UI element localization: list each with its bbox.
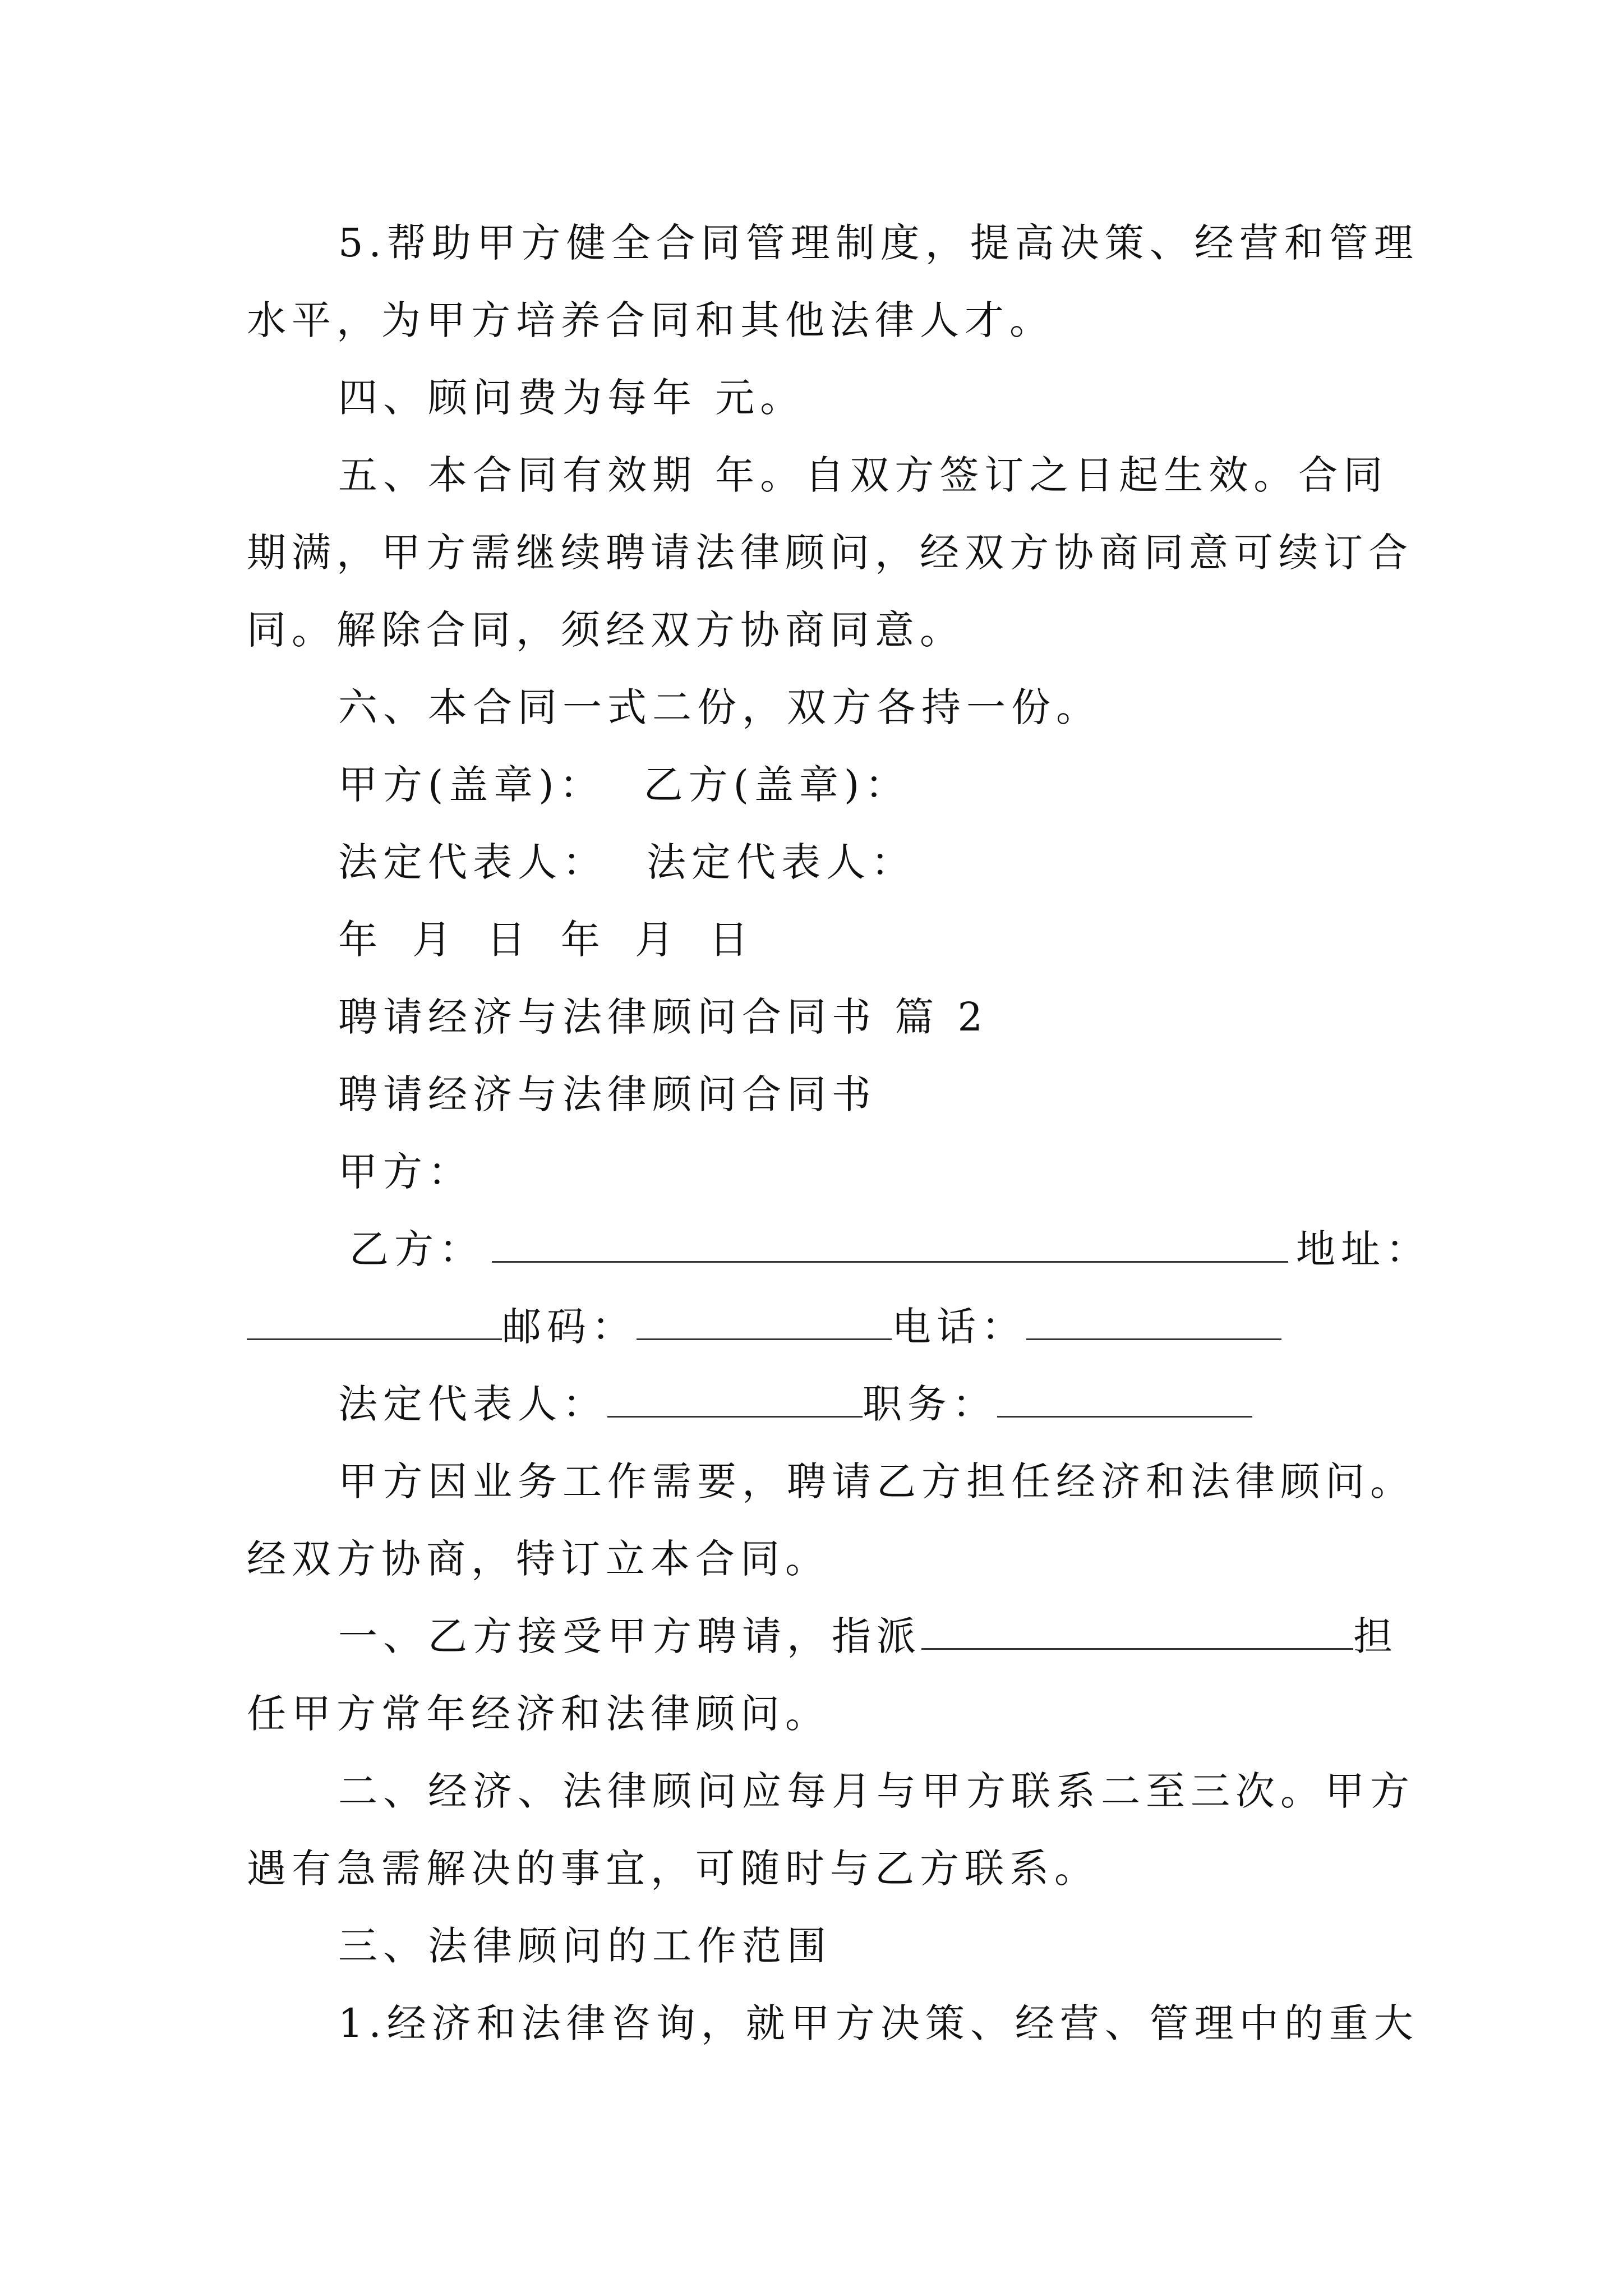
signature-seal-line	[338, 762, 910, 808]
position-blank[interactable]	[997, 1387, 1252, 1418]
appointee-blank[interactable]	[921, 1619, 1353, 1650]
paragraph-clause-2-line-2: 遇有急需解决的事宜，可随时与乙方联系。	[247, 1846, 1099, 1892]
party-a-rep-label: 法定代表人：	[338, 839, 607, 885]
paragraph-clause-1-line-1	[338, 1613, 1398, 1659]
party-a-seal-label: 甲方(盖章)：	[338, 762, 605, 808]
legal-rep-blank[interactable]	[607, 1387, 863, 1418]
paragraph-item-5-line-2: 水平，为甲方培养合同和其他法律人才。	[247, 297, 1054, 343]
postcode-blank[interactable]	[637, 1309, 892, 1340]
contact-line	[247, 1304, 1281, 1350]
paragraph-term-line-2: 期满，甲方需继续聘请法律顾问，经双方协商同意可续订合	[247, 530, 1413, 576]
legal-representative-line	[338, 839, 916, 885]
party-a-label: 甲方：	[338, 1149, 473, 1195]
party-b-seal-label: 乙方(盖章)：	[643, 762, 910, 808]
paragraph-scope-item-1: 1.经济和法律咨询，就甲方决策、经营、管理中的重大	[338, 2000, 1419, 2046]
paragraph-clause-2-line-1: 二、经济、法律顾问应每月与甲方联系二至三次。甲方	[338, 1768, 1415, 1814]
phone-blank[interactable]	[1026, 1309, 1281, 1340]
paragraph-purpose-line-1: 甲方因业务工作需要，聘请乙方担任经济和法律顾问。	[338, 1458, 1415, 1504]
paragraph-term-line-1: 五、本合同有效期 年。自双方签订之日起生效。合同	[338, 452, 1389, 498]
paragraph-item-5-line-1: 5.帮助甲方健全合同管理制度，提高决策、经营和管理	[338, 220, 1419, 266]
position-label: 职务：	[863, 1381, 997, 1427]
party-b-blank[interactable]	[492, 1232, 1288, 1263]
party-b-line	[349, 1226, 1431, 1272]
paragraph-clause-1-line-2: 任甲方常年经济和法律顾问。	[247, 1691, 830, 1737]
paragraph-term-line-3: 同。解除合同，须经双方协商同意。	[247, 607, 965, 653]
party-b-label: 乙方：	[349, 1226, 484, 1272]
contract-title: 聘请经济与法律顾问合同书	[338, 1071, 877, 1117]
phone-label: 电话：	[892, 1304, 1026, 1350]
address-blank[interactable]	[247, 1309, 502, 1340]
paragraph-copies: 六、本合同一式二份，双方各持一份。	[338, 684, 1101, 730]
paragraph-purpose-line-2: 经双方协商，特订立本合同。	[247, 1536, 830, 1582]
rep-position-line	[338, 1381, 1252, 1427]
date-line: 年 月 日 年 月 日	[338, 917, 760, 963]
paragraph-clause-3: 三、法律顾问的工作范围	[338, 1923, 832, 1969]
party-b-rep-label: 法定代表人：	[647, 839, 916, 885]
legal-rep-label: 法定代表人：	[338, 1381, 607, 1427]
clause-1-text: 一、乙方接受甲方聘请，指派	[338, 1613, 921, 1659]
address-label: 地址：	[1296, 1226, 1431, 1272]
postcode-label: 邮码：	[502, 1304, 637, 1350]
article-heading: 聘请经济与法律顾问合同书 篇 2	[338, 994, 989, 1040]
clause-1-text-end: 担	[1353, 1613, 1398, 1659]
paragraph-fee: 四、顾问费为每年 元。	[338, 375, 805, 421]
